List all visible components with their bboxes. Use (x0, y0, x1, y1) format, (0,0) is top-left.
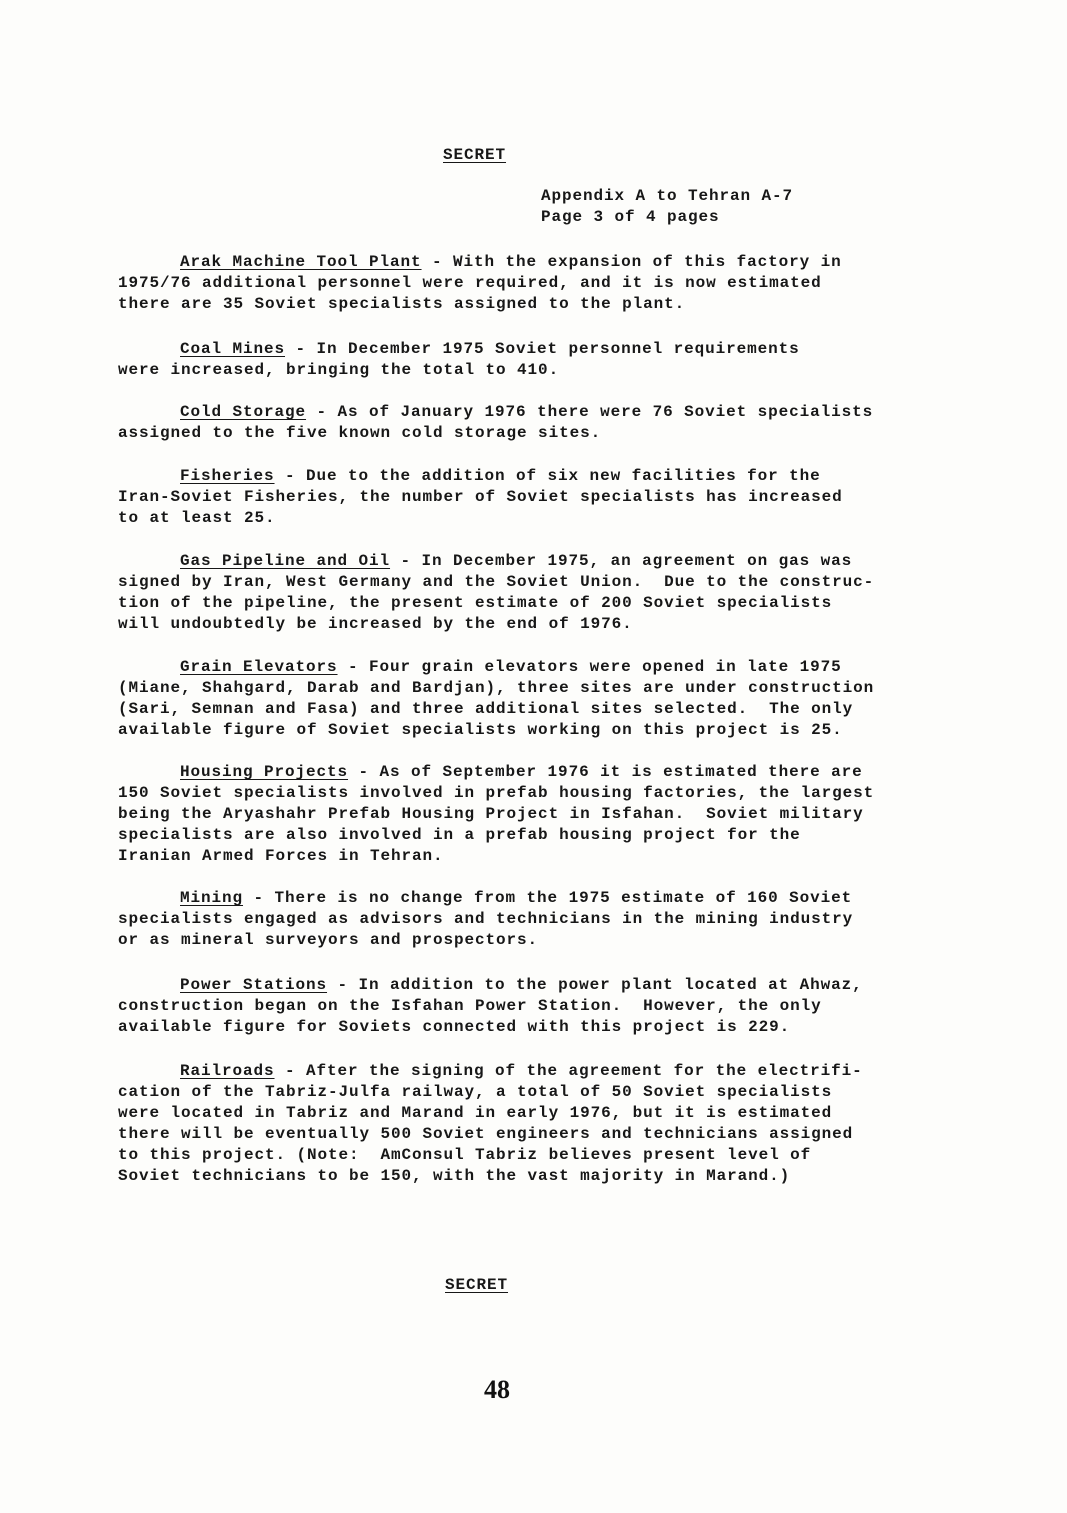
paragraph-line: will undoubtedly be increased by the end of 1976. (118, 615, 633, 633)
paragraph-text: - After the signing of the agreement for the electrifi- (274, 1062, 863, 1080)
paragraph-power-stations (118, 975, 918, 1038)
paragraph-line: were increased, bringing the total to 410. (118, 361, 560, 379)
paragraph-line: there are 35 Soviet specialists assigned to the plant. (118, 295, 686, 313)
paragraph-text: - In December 1975, an agreement on gas was (390, 552, 853, 570)
classification-footer: SECRET (445, 1276, 509, 1294)
paragraph-line: to this project. (Note: AmConsul Tabriz believes present level of (118, 1146, 812, 1164)
paragraph-line: (Miane, Shahgard, Darab and Bardjan), three sites are under construction (118, 679, 875, 697)
paragraph-line: signed by Iran, West Germany and the Soviet Union. Due to the construc- (118, 573, 875, 591)
paragraph-line: construction began on the Isfahan Power Station. However, the only (118, 997, 822, 1015)
paragraph-heading: Coal Mines (180, 340, 286, 358)
paragraph-line: assigned to the five known cold storage sites. (118, 424, 602, 442)
paragraph-line: specialists are also involved in a prefab housing project for the (118, 826, 801, 844)
paragraph-line: or as mineral surveyors and prospectors. (118, 931, 539, 949)
paragraph-text: - Four grain elevators were opened in late 1975 (337, 658, 842, 676)
paragraph-first-line (118, 402, 918, 423)
paragraph-line: cation of the Tabriz-Julfa railway, a total of 50 Soviet specialists (118, 1083, 833, 1101)
page-count: Page 3 of 4 pages (541, 208, 720, 226)
paragraph-first-line (118, 252, 918, 273)
paragraph-line: (Sari, Semnan and Fasa) and three additional sites selected. The only (118, 700, 854, 718)
paragraph-line: were located in Tabriz and Marand in early 1976, but it is estimated (118, 1104, 833, 1122)
paragraph-first-line (118, 466, 918, 487)
paragraph-text: - In addition to the power plant located at Ahwaz, (327, 976, 863, 994)
paragraph-first-line (118, 888, 918, 909)
paragraph-line: there will be eventually 500 Soviet engineers and technicians assigned (118, 1125, 854, 1143)
appendix-reference: Appendix A to Tehran A-7 (541, 187, 794, 205)
paragraph-first-line (118, 551, 918, 572)
paragraph-line: 150 Soviet specialists involved in prefab housing factories, the largest (118, 784, 875, 802)
paragraph-first-line (118, 339, 918, 360)
paragraph-text: - As of September 1976 it is estimated there are (348, 763, 863, 781)
paragraph-first-line (118, 1061, 918, 1082)
paragraph-line: to at least 25. (118, 509, 276, 527)
paragraph-text: - Due to the addition of six new facilities for the (274, 467, 821, 485)
paragraph-text: - With the expansion of this factory in (421, 253, 842, 271)
paragraph-line: being the Aryashahr Prefab Housing Project in Isfahan. Soviet military (118, 805, 864, 823)
paragraph-first-line (118, 975, 918, 996)
paragraph-housing-projects (118, 762, 918, 867)
paragraph-heading: Power Stations (180, 976, 328, 994)
page-number: 48 (484, 1375, 510, 1404)
paragraph-line: Soviet technicians to be 150, with the vast majority in Marand.) (118, 1167, 791, 1185)
paragraph-heading: Cold Storage (180, 403, 307, 421)
paragraph-heading: Fisheries (180, 467, 275, 485)
classification-header: SECRET (443, 146, 507, 164)
paragraph-line: Iranian Armed Forces in Tehran. (118, 847, 444, 865)
paragraph-line: tion of the pipeline, the present estimate of 200 Soviet specialists (118, 594, 833, 612)
paragraph-line: available figure of Soviet specialists working on this project is 25. (118, 721, 843, 739)
paragraph-line: available figure for Soviets connected with this project is 229. (118, 1018, 791, 1036)
appendix-reference-block (541, 186, 793, 228)
paragraph-grain-elevators (118, 657, 918, 741)
paragraph-text: - In December 1975 Soviet personnel requirements (285, 340, 800, 358)
paragraph-heading: Arak Machine Tool Plant (180, 253, 422, 271)
paragraph-cold-storage (118, 402, 918, 444)
paragraph-fisheries (118, 466, 918, 529)
paragraph-gas-pipeline-and-oil (118, 551, 918, 635)
paragraph-heading: Gas Pipeline and Oil (180, 552, 391, 570)
paragraph-heading: Railroads (180, 1062, 275, 1080)
paragraph-heading: Housing Projects (180, 763, 349, 781)
paragraph-mining (118, 888, 918, 951)
paragraph-first-line (118, 657, 918, 678)
paragraph-coal-mines (118, 339, 918, 381)
paragraph-railroads (118, 1061, 918, 1187)
paragraph-line: 1975/76 additional personnel were required, and it is now estimated (118, 274, 822, 292)
paragraph-heading: Grain Elevators (180, 658, 338, 676)
paragraph-arak-machine-tool-plant (118, 252, 918, 315)
paragraph-heading: Mining (180, 889, 244, 907)
paragraph-text: - There is no change from the 1975 estimate of 160 Soviet (243, 889, 853, 907)
paragraph-text: - As of January 1976 there were 76 Soviet specialists (306, 403, 874, 421)
paragraph-line: Iran-Soviet Fisheries, the number of Soviet specialists has increased (118, 488, 843, 506)
paragraph-line: specialists engaged as advisors and technicians in the mining industry (118, 910, 854, 928)
paragraph-first-line (118, 762, 918, 783)
